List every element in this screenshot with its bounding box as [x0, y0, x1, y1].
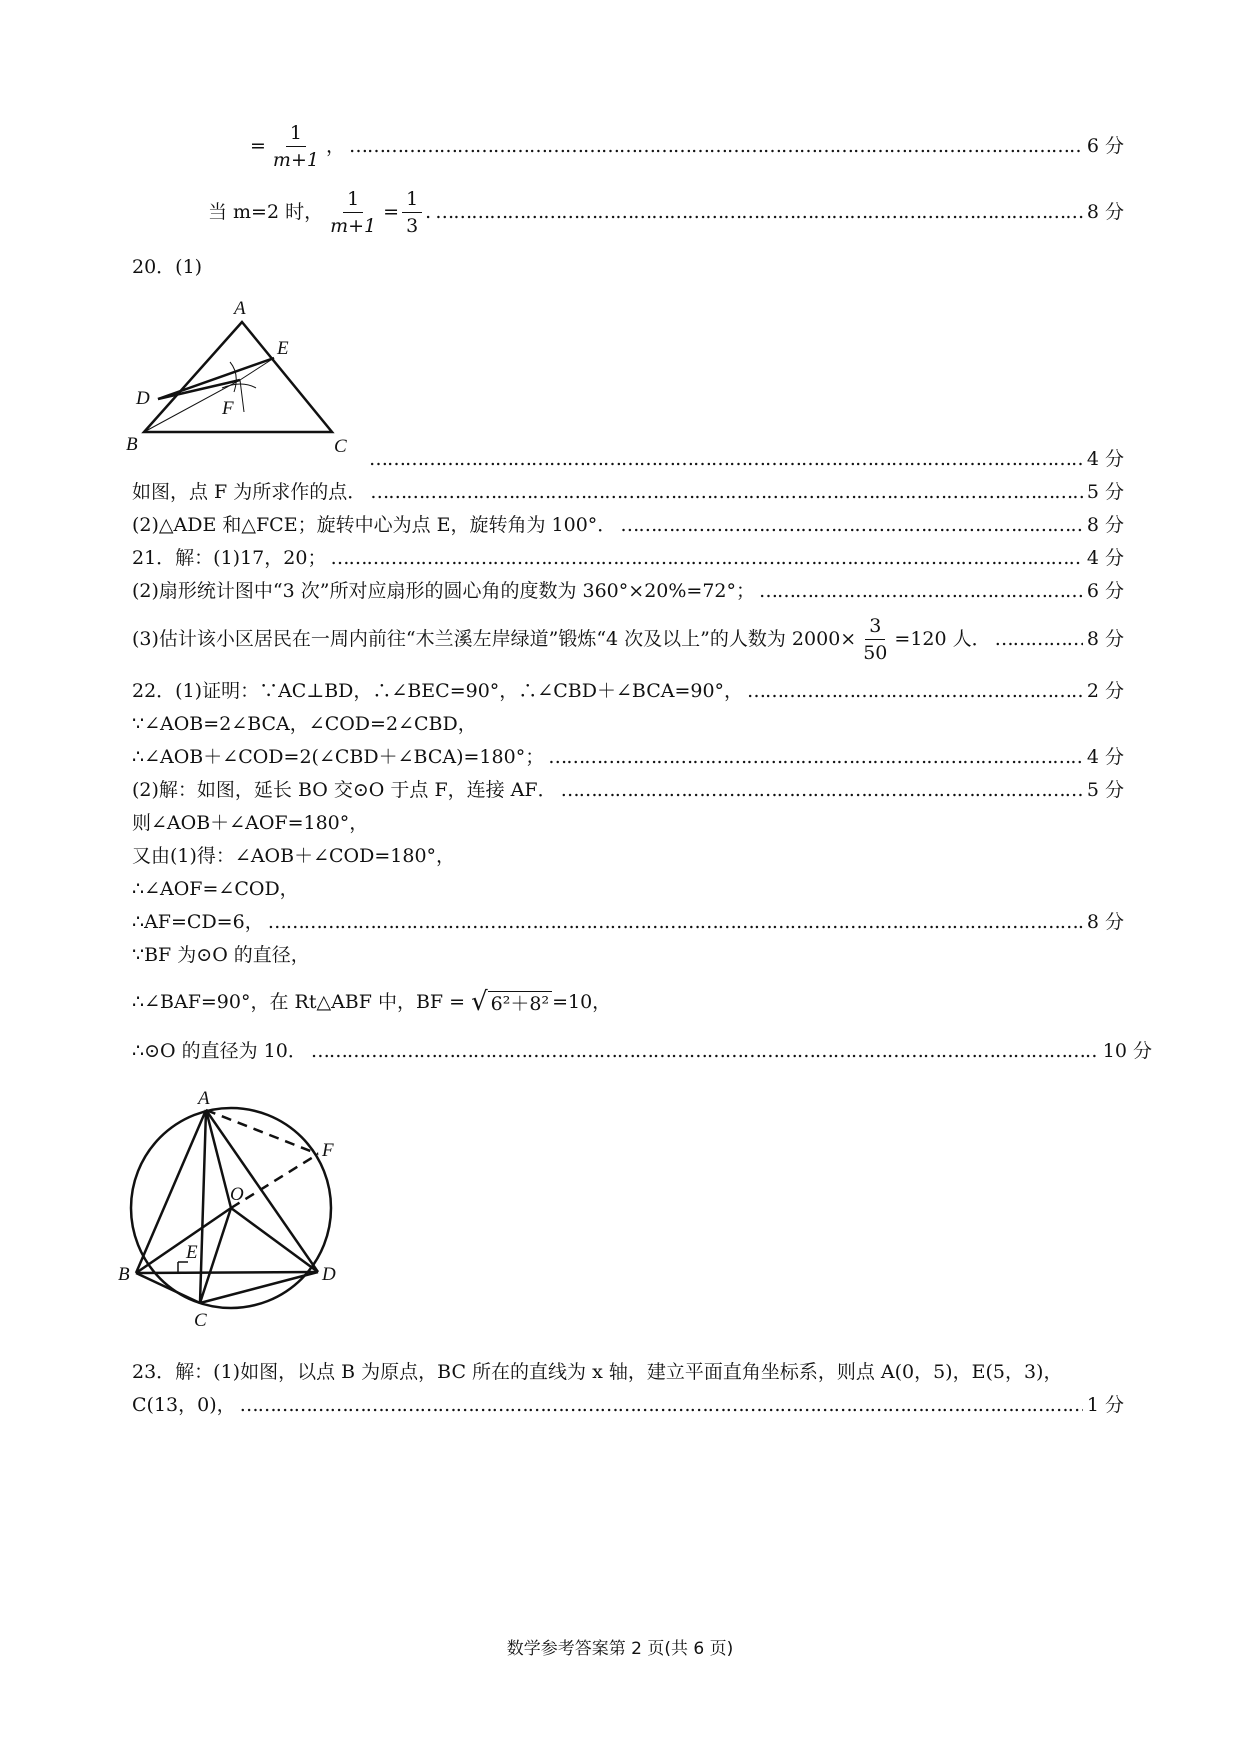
fraction [269, 120, 323, 173]
answer-text: (2)扇形统计图中“3 次”所对应扇形的圆心角的度数为 360°×20%=72°； [132, 580, 756, 602]
score: 2 分 [1086, 680, 1124, 702]
score: 8 分 [1086, 201, 1124, 223]
label-f: F [222, 398, 234, 419]
segment-od [231, 1208, 318, 1272]
score: 10 分 [1102, 1040, 1152, 1062]
label-d: D [322, 1264, 336, 1285]
answer-text: (2)解：如图，延长 BO 交⊙O 于点 F，连接 AF． [132, 779, 557, 801]
equals-sign: = [383, 201, 400, 223]
score: 6 分 [1086, 580, 1124, 602]
answer-text: 23．解：(1)如图，以点 B 为原点，BC 所在的直线为 x 轴，建立平面直角坐标系，则点 A(0，5)，E(5，3)， [132, 1361, 1063, 1383]
leader-dots [995, 625, 1083, 653]
answer-text: ∴∠AOB＋∠COD=2(∠CBD＋∠BCA)=180°； [132, 746, 545, 768]
score: 5 分 [1086, 779, 1124, 801]
q23-line1 [132, 1357, 1124, 1387]
score: 8 分 [1086, 628, 1124, 650]
leader-dots [268, 908, 1083, 936]
answer-text: 又由(1)得：∠AOB＋∠COD=180°， [132, 845, 456, 867]
score: 4 分 [1086, 547, 1124, 569]
score: 4 分 [1086, 448, 1124, 470]
answer-text: ∴AF=CD=6， [132, 911, 264, 933]
leader-dots [747, 677, 1083, 705]
square-root [471, 988, 552, 1016]
label-e: E [186, 1242, 198, 1263]
leader-dots [759, 577, 1083, 605]
denominator: m+1 [330, 214, 377, 237]
label-d: D [136, 388, 150, 409]
q22-line8 [132, 907, 1124, 937]
q21-line3 [132, 610, 1124, 668]
numerator: 1 [286, 120, 306, 147]
q22-line1 [132, 676, 1124, 706]
numerator: 1 [402, 186, 422, 213]
label-b: B [118, 1264, 130, 1285]
score: 6 分 [1086, 135, 1124, 157]
numerator: 3 [865, 613, 885, 640]
leader-dots [561, 776, 1083, 804]
segment-ac [200, 1110, 206, 1303]
q22-line6 [132, 841, 1124, 871]
numerator: 1 [343, 186, 363, 213]
q20-head [132, 252, 1124, 282]
q23-line2 [132, 1390, 1124, 1420]
q22-line9 [132, 940, 1124, 970]
leader-dots [369, 445, 1083, 473]
label-a: A [234, 298, 246, 319]
score: 8 分 [1086, 911, 1124, 933]
answer-text: ∵BF 为⊙O 的直径， [132, 944, 310, 966]
q20-line1 [132, 477, 1124, 507]
leader-dots [435, 198, 1083, 226]
label-o: O [230, 1184, 244, 1205]
score: 4 分 [1086, 746, 1124, 768]
segment-ad [206, 1110, 318, 1272]
denominator: m+1 [272, 148, 319, 171]
q21-line1 [132, 543, 1124, 573]
leader-dots [330, 544, 1082, 572]
label-c: C [334, 436, 347, 457]
leader-dots [311, 1037, 1099, 1065]
answer-text: C(13，0)， [132, 1394, 236, 1416]
answer-text: ∴∠BAF=90°，在 Rt△ABF 中，BF = [132, 991, 466, 1013]
segment-oc [200, 1208, 231, 1303]
score: 1 分 [1086, 1394, 1124, 1416]
punct: ， [325, 135, 345, 157]
q19-line1 [250, 116, 1124, 176]
radical-sign: √ [471, 987, 488, 1017]
label-c: C [194, 1310, 207, 1331]
answer-text: ∵∠AOB=2∠BCA，∠COD=2∠CBD， [132, 713, 477, 735]
segment-bc [136, 1273, 200, 1303]
segment-bd [136, 1272, 318, 1273]
segment-fc [240, 380, 244, 412]
condition-text: 当 m=2 时， [208, 201, 324, 223]
q22-line4 [132, 775, 1124, 805]
question-number: 20．(1) [132, 256, 203, 278]
answer-text: 22．(1)证明：∵AC⊥BD，∴∠BEC=90°，∴∠CBD＋∠BCA=90°， [132, 680, 744, 702]
fraction [859, 613, 891, 666]
segment-df [158, 380, 240, 399]
label-b: B [126, 434, 138, 455]
denominator: 3 [406, 214, 419, 237]
radicand: 6²＋8² [488, 991, 552, 1016]
answer-text: ∴⊙O 的直径为 10． [132, 1040, 307, 1062]
dashed-segment-of [231, 1154, 318, 1208]
q19-line2 [208, 182, 1124, 242]
segment-oa [206, 1110, 231, 1208]
answer-text: 则∠AOB＋∠AOF=180°， [132, 812, 369, 834]
score: 8 分 [1086, 514, 1124, 536]
triangle-abc [144, 322, 332, 432]
q22-line10 [132, 984, 1124, 1020]
q22-line2 [132, 709, 1124, 739]
answer-text: 如图，点 F 为所求作的点． [132, 481, 367, 503]
answer-text: (2)△ADE 和△FCE；旋转中心为点 E，旋转角为 100°． [132, 514, 617, 536]
leader-dots [370, 478, 1083, 506]
denominator: 50 [863, 641, 888, 664]
punct: . [425, 201, 432, 223]
leader-dots [349, 132, 1083, 160]
label-f: F [322, 1140, 334, 1161]
segment-cd [200, 1272, 318, 1303]
leader-dots [240, 1391, 1083, 1419]
score: 5 分 [1086, 481, 1124, 503]
triangle-figure [122, 292, 362, 462]
answer-text: (3)估计该小区居民在一周内前往“木兰溪左岸绿道”锻炼“4 次及以上”的人数为 2000× [132, 628, 857, 650]
dashed-segment-af [206, 1110, 318, 1154]
circle-figure [118, 1090, 358, 1340]
fraction [326, 186, 380, 239]
q22-line11 [132, 1036, 1152, 1066]
answer-text: =120 人． [894, 628, 991, 650]
leader-dots [620, 511, 1083, 539]
equals-sign: = [250, 135, 266, 157]
q21-line2 [132, 576, 1124, 606]
answer-text: ∴∠AOF=∠COD， [132, 878, 299, 900]
q20-figure-score [365, 444, 1124, 474]
q22-line5 [132, 808, 1124, 838]
page-footer: 数学参考答案第 2 页(共 6 页) [506, 1639, 734, 1659]
construction-arc-1 [230, 362, 236, 392]
label-e: E [277, 338, 289, 359]
label-a: A [198, 1090, 210, 1109]
answer-text: =10， [552, 991, 612, 1013]
q22-line3 [132, 742, 1124, 772]
answer-text: 21．解：(1)17，20； [132, 547, 327, 569]
q20-line2 [132, 510, 1124, 540]
leader-dots [548, 743, 1083, 771]
q22-line7 [132, 874, 1124, 904]
fraction [402, 186, 422, 239]
